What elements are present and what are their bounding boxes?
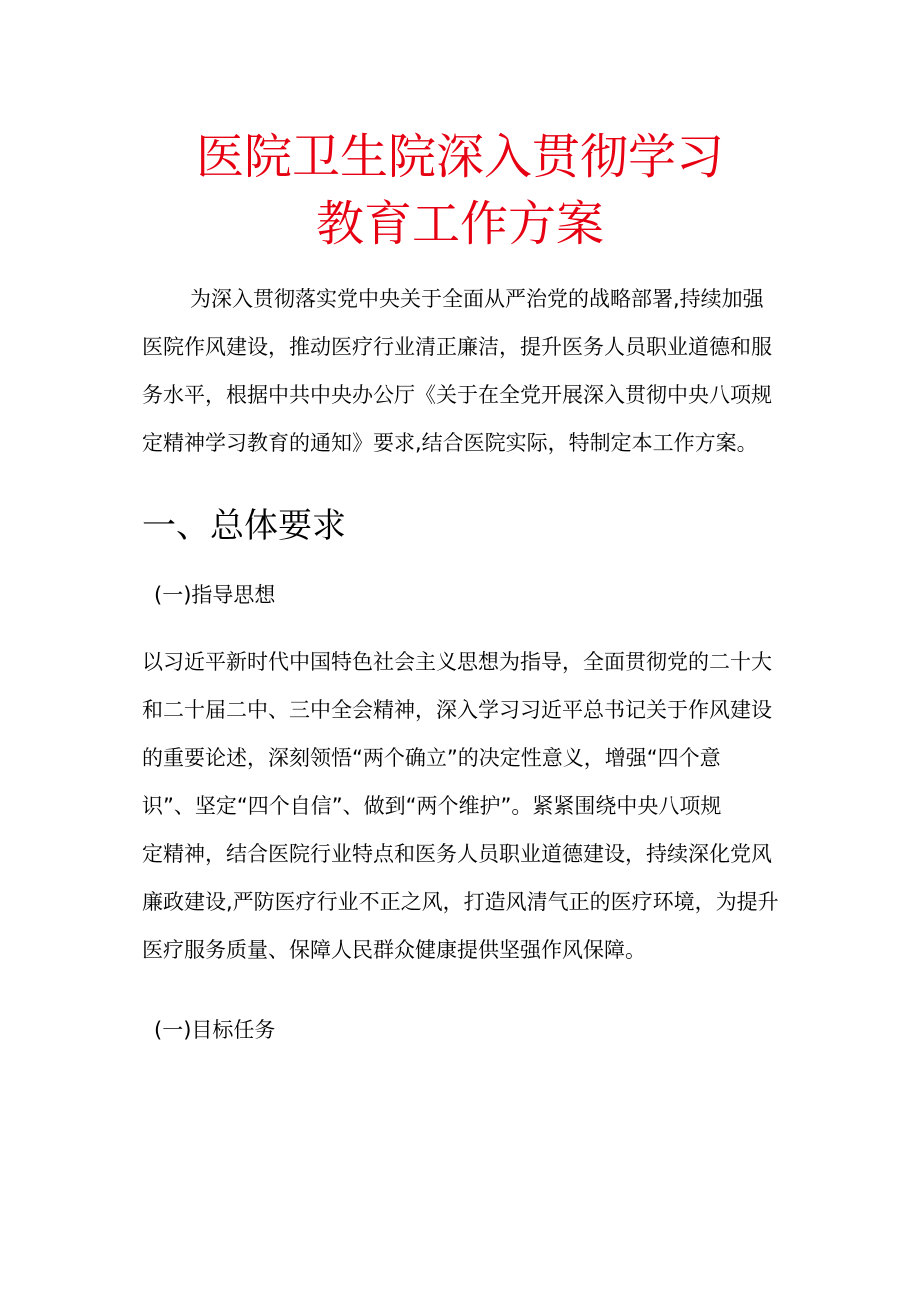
intro-line-2: 医院作风建设，推动医疗行业清正廉洁，提升医务人员职业道德和服 xyxy=(142,335,772,359)
paragraph-line-4: 识”、坚定“四个自信”、做到“两个维护”。紧紧围绕中央八项规 xyxy=(142,794,722,818)
section-heading-overall-requirements: 一、总体要求 xyxy=(142,506,346,546)
paragraph-line-3: 的重要论述，深刻领悟“两个确立”的决定性意义，增强“四个意 xyxy=(142,746,721,770)
paragraph-line-5: 定精神，结合医院行业特点和医务人员职业道德建设，持续深化党风 xyxy=(142,842,772,866)
intro-line-3: 务水平，根据中共中央办公厅《关于在全党开展深入贯彻中央八项规 xyxy=(142,383,772,407)
subsection-heading-guiding-thought: (一)指导思想 xyxy=(154,583,276,607)
intro-line-4: 定精神学习教育的通知》要求,结合医院实际，特制定本工作方案。 xyxy=(142,431,758,455)
paragraph-line-6: 廉政建设,严防医疗行业不正之风，打造风清气正的医疗环境，为提升 xyxy=(142,890,779,914)
paragraph-line-2: 和二十届二中、三中全会精神，深入学习习近平总书记关于作风建设 xyxy=(142,698,772,722)
paragraph-line-1: 以习近平新时代中国特色社会主义思想为指导，全面贯彻党的二十大 xyxy=(142,650,772,674)
document-title-line-2: 教育工作方案 xyxy=(315,196,604,252)
paragraph-line-7: 医疗服务质量、保障人民群众健康提供坚强作风保障。 xyxy=(142,938,646,962)
subsection-heading-goals-tasks: (一)目标任务 xyxy=(154,1018,276,1042)
document-title-line-1: 医院卫生院深入贯彻学习 xyxy=(195,129,724,185)
intro-line-1: 为深入贯彻落实党中央关于全面从严治党的战略部署,持续加强 xyxy=(190,287,764,311)
